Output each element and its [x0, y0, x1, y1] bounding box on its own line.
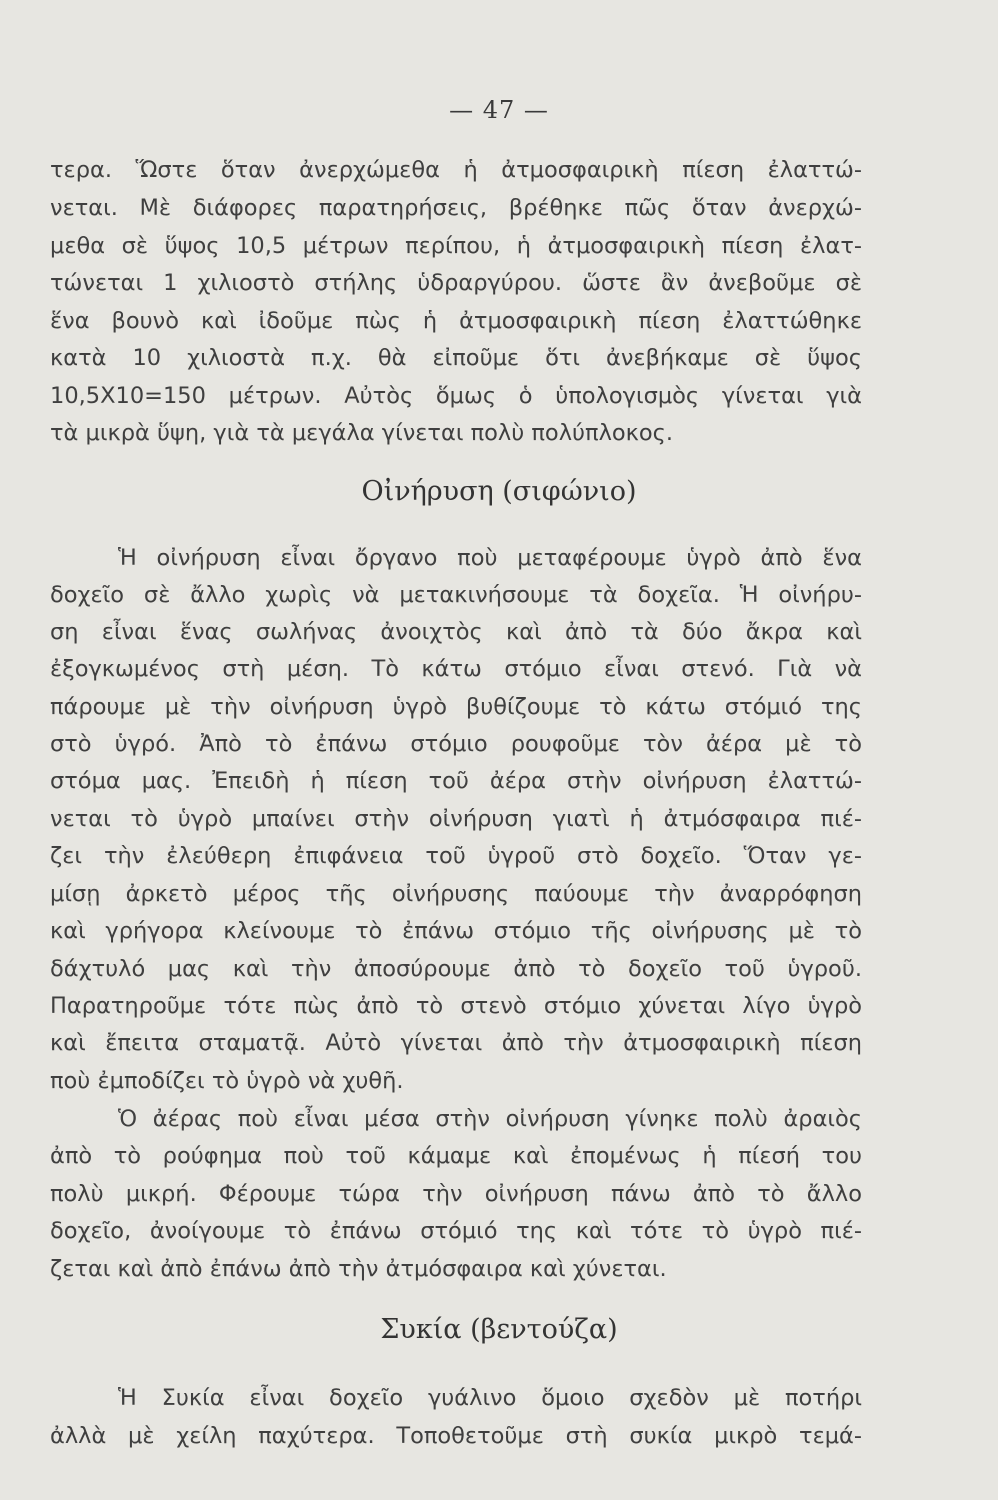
text-line: καὶ ἔπειτα σταματᾷ. Αὐτὸ γίνεται ἀπὸ τὴν ἀτμοσφαιρικὴ πίεση: [50, 1030, 862, 1056]
text-line: τὰ μικρὰ ὕψη, γιὰ τὰ μεγάλα γίνεται πολὺ πολύπλοκος.: [50, 420, 674, 446]
text-line: νεται τὸ ὑγρὸ μπαίνει στὴν οἰνήρυση γιατὶ ἡ ἀτμόσφαιρα πιέ-: [50, 806, 862, 832]
text-line: στόμα μας. Ἐπειδὴ ἡ πίεση τοῦ ἀέρα στὴν οἰνήρυση ἐλαττώ-: [50, 768, 862, 794]
text-line: ἀλλὰ μὲ χείλη παχύτερα. Τοποθετοῦμε στὴ συκία μικρὸ τεμά-: [50, 1423, 862, 1449]
text-line: δοχεῖο, ἀνοίγουμε τὸ ἐπάνω στόμιό της καὶ τότε τὸ ὑγρὸ πιέ-: [50, 1218, 862, 1244]
text-line: Ἡ Συκία εἶναι δοχεῖο γυάλινο ὅμοιο σχεδὸν μὲ ποτήρι: [118, 1385, 862, 1411]
section-heading: Συκία (βεντούζα): [380, 1314, 618, 1345]
text-line: στὸ ὑγρό. Ἀπὸ τὸ ἐπάνω στόμιο ρουφοῦμε τὸν ἀέρα μὲ τὸ: [50, 731, 862, 757]
text-line: δοχεῖο σὲ ἄλλο χωρὶς νὰ μετακινήσουμε τὰ δοχεῖα. Ἡ οἰνήρυ-: [50, 582, 862, 608]
text-line: δάχτυλό μας καὶ τὴν ἀποσύρουμε ἀπὸ τὸ δοχεῖο τοῦ ὑγροῦ.: [50, 956, 862, 982]
text-line: Ἡ οἰνήρυση εἶναι ὄργανο ποὺ μεταφέρουμε ὑγρὸ ἀπὸ ἕνα: [118, 545, 862, 571]
text-line: ἐξογκωμένος στὴ μέση. Τὸ κάτω στόμιο εἶναι στενό. Γιὰ νὰ: [50, 656, 862, 682]
text-line: μεθα σὲ ὕψος 10,5 μέτρων περίπου, ἡ ἀτμοσφαιρικὴ πίεση ἐλατ-: [50, 233, 862, 259]
text-line: ποὺ ἐμποδίζει τὸ ὑγρὸ νὰ χυθῆ.: [50, 1068, 404, 1094]
text-line: 10,5Χ10=150 μέτρων. Αὐτὸς ὅμως ὁ ὑπολογισμὸς γίνεται γιὰ: [50, 383, 862, 409]
section-heading: Οἰνήρυση (σιφώνιο): [361, 476, 637, 507]
text-line: τερα. Ὥστε ὅταν ἀνερχώμεθα ἡ ἀτμοσφαιρικὴ πίεση ἐλαττώ-: [50, 157, 862, 183]
text-line: νεται. Μὲ διάφορες παρατηρήσεις, βρέθηκε πῶς ὅταν ἀνερχώ-: [50, 195, 862, 221]
page-number: — 47 —: [449, 96, 549, 124]
text-line: πολὺ μικρή. Φέρουμε τώρα τὴν οἰνήρυση πάνω ἀπὸ τὸ ἄλλο: [50, 1181, 862, 1207]
text-line: ση εἶναι ἕνας σωλήνας ἀνοιχτὸς καὶ ἀπὸ τὰ δύο ἄκρα καὶ: [50, 619, 862, 645]
text-line: Ὁ ἀέρας ποὺ εἶναι μέσα στὴν οἰνήρυση γίνηκε πολὺ ἀραιὸς: [118, 1106, 862, 1132]
text-line: κατὰ 10 χιλιοστὰ π.χ. θὰ εἰποῦμε ὅτι ἀνεβήκαμε σὲ ὕψος: [50, 345, 862, 371]
text-line: πάρουμε μὲ τὴν οἰνήρυση ὑγρὸ βυθίζουμε τὸ κάτω στόμιό της: [50, 694, 862, 720]
text-line: Παρατηροῦμε τότε πὼς ἀπὸ τὸ στενὸ στόμιο χύνεται λίγο ὑγρὸ: [50, 993, 862, 1019]
text-line: καὶ γρήγορα κλείνουμε τὸ ἐπάνω στόμιο τῆς οἰνήρυσης μὲ τὸ: [50, 918, 862, 944]
text-line: τώνεται 1 χιλιοστὸ στήλης ὑδραργύρου. ὥστε ἂν ἀνεβοῦμε σὲ: [50, 270, 862, 296]
text-line: ζεται καὶ ἀπὸ ἐπάνω ἀπὸ τὴν ἀτμόσφαιρα καὶ χύνεται.: [50, 1256, 667, 1282]
text-line: ζει τὴν ἐλεύθερη ἐπιφάνεια τοῦ ὑγροῦ στὸ δοχεῖο. Ὅταν γε-: [50, 843, 862, 869]
text-line: ἕνα βουνὸ καὶ ἰδοῦμε πὼς ἡ ἀτμοσφαιρικὴ πίεση ἐλαττώθηκε: [50, 308, 862, 334]
text-line: μίσῃ ἀρκετὸ μέρος τῆς οἰνήρυσης παύουμε τὴν ἀναρρόφηση: [50, 881, 862, 907]
text-line: ἀπὸ τὸ ρούφημα ποὺ τοῦ κάμαμε καὶ ἐπομένως ἡ πίεσή του: [50, 1143, 862, 1169]
